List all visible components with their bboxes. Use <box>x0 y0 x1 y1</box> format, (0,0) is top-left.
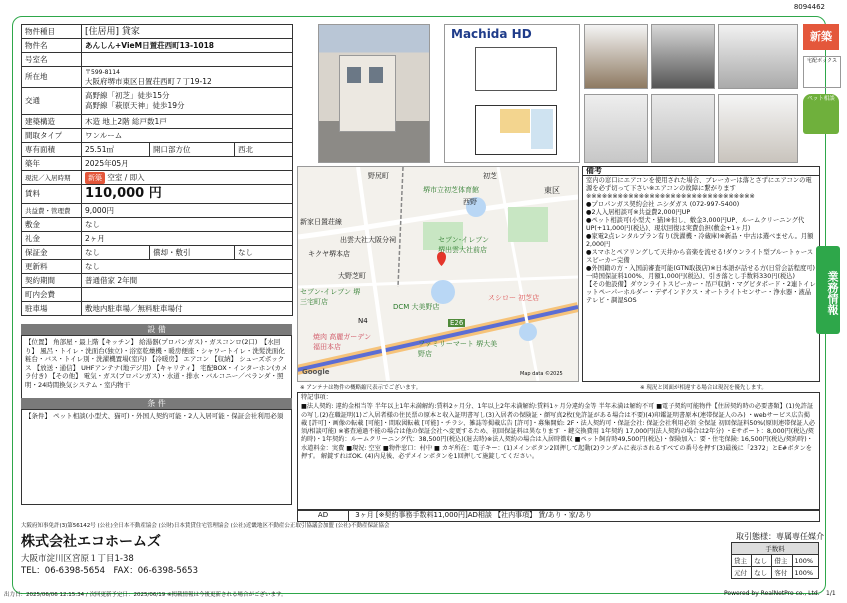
map-label: 新家日置荘線 <box>300 218 342 226</box>
ad-label: AD <box>298 510 349 521</box>
map-label: 初芝 <box>483 172 497 180</box>
map-footnote: ※ アンテナは物件の概略縮尺表示でございます。 <box>300 385 422 391</box>
label-room: 号室名 <box>22 53 82 67</box>
room-photo-1 <box>584 24 648 89</box>
table-row <box>732 555 819 567</box>
value-rent: 110,000 円 <box>82 185 293 204</box>
notes-footnote: ※ 現況と図面が相違する場合は現況を優先します。 <box>640 385 767 391</box>
fee-cell: 100% <box>792 567 818 579</box>
pet-badge <box>803 94 839 134</box>
label-guarantee: 保証金 <box>22 246 82 260</box>
map-label: Google <box>302 368 330 376</box>
map-label: 大野芝町 <box>338 272 366 280</box>
map-label: Map data ©2025 <box>520 371 563 377</box>
map-label: ファミリーマート 堺大美野店 <box>418 340 498 358</box>
label-parking: 駐車場 <box>22 302 82 316</box>
value-mgmt-fee: 9,000円 <box>82 204 293 218</box>
note-line: ●スマホとペアリングして天井から音楽を流せる!ダウンライト型ブルートゥーススピーカー完備 <box>586 249 813 264</box>
value-orientation: 西北 <box>235 143 293 157</box>
value-parking: 敷地内駐車場／無料駐車場付 <box>82 302 293 316</box>
label-mgmt-fee: 共益費・管理費 <box>22 204 82 218</box>
label-rent: 賃料 <box>22 185 82 204</box>
value-status: 空室 / 即入 <box>107 172 145 182</box>
label-layout: 間取タイプ <box>22 129 82 143</box>
note-line: ●家電2点レンタルプラン有り(洗濯機・冷蔵庫)※新品・中古は選べません。月額 2,000円 <box>586 233 814 248</box>
value-amortization: なし <box>235 246 293 260</box>
label-transport: 交通 <box>22 88 82 115</box>
fee-cell: なし <box>752 567 772 579</box>
floor-plan <box>444 24 580 163</box>
value-guarantee: なし <box>82 246 150 260</box>
map-label: 焼肉 高麗ガーデン 福田本店 <box>313 333 372 351</box>
particulars-text: ■法人契約: 違約金相当等 半年以上1年未満解約:賃料2ヶ月分、1年以上2年未満解約:賃料1ヶ月分違約金等 半年未満は解約不可 ■電子契約可能物件【住居契約時の必要書類】(1)免許証の写し(2)在職証明(1)ご入居者様の住民票の原本と収入証明書写し(3)入居者の保険証・顔写真2枚(免許証がある場合は不要)(4)印鑑証明書原本(連帯保証人のみ) ・webサービス広告掲載 [許可]・画像の転載 [可能]・間取図転載 [可能]・チラシ、雑誌等掲載広告 [許可]・募集開始: 2F・法人契約可・保証会社: 保証会社利用必須 全保証 初回保証料50%(原則連帯保証人必須/相談可能) ※審査通過不能の場合は他の保証会社へ変更するため、初回保証料は異なります ・鍵交換費用 1年契約 17,000円(法人契約の場合は2年分) ・Eサポート：8,000円(税込/契約時)・1年契約：ルームクリーニング代：38,500円(税込)(退去時)※法人契約の場合は入居時徴収 ■ペット飼育時49,500円(税込)・保険加入：要・住宅保険: 16,500円(税込/契約時)・水道料金：実費 ■現況: 空室 ■物件窓口：村中 ■ カギ所在：電子キー：(1)メインボタン2回押して起動(2)ランダムに表示されるすべての番号を押す(3)最後に「2372」とE#ボタンを押す。 解錠すればOK. (4)内見後、必ずメインボタンを1回押して施錠してください。 <box>301 403 816 461</box>
delivery-box-label: 宅配ボックス <box>807 58 837 64</box>
value-name: あんしん+VieM日置荘西町13-1018 <box>82 39 293 53</box>
label-built: 築年 <box>22 157 82 171</box>
note-line: ●プロパンガス契約会社 ニシダガス (072-997-5400) <box>586 201 740 208</box>
label-orientation: 開口部方位 <box>150 143 235 157</box>
fee-cell: なし <box>752 555 772 567</box>
company-address: 大阪市淀川区宮原１丁目1-38 <box>21 554 134 564</box>
value-transport-2: 高野線「萩原天神」徒歩19分 <box>85 101 185 110</box>
value-contract: 普通借家 2年間 <box>82 274 293 288</box>
conditions-text: 【条件】 ペット相談(小型犬、猫可)・外国人契約可能・2人入居可能・保証会社利用必須 <box>21 409 292 505</box>
logo: Machida HD <box>451 27 532 41</box>
label-area: 専有面積 <box>22 143 82 157</box>
particulars-title: 特記事項： <box>301 394 332 401</box>
new-build-badge: 新築 <box>803 24 839 50</box>
footer-output-date: 出力日：2025/06/06 12:15:34 / 次回更新予定日：2025/06/19 ※掲載情報は今後更新される場合がございます。 <box>4 592 287 598</box>
license-text: 大阪府知事免許(3)第56142号 (公社)全日本不動産協会 (公財)日本賃貸住宅管理協会 (公社)近畿地区不動産公正取引協議会加盟 (公社)不動産保証協会 <box>21 523 390 529</box>
bath-photo <box>584 94 648 163</box>
notes-box <box>582 166 820 382</box>
label-renewal: 更新料 <box>22 260 82 274</box>
fee-cell: 貸主 <box>732 555 752 567</box>
label-name: 物件名 <box>22 39 82 53</box>
toilet-photo <box>651 94 715 163</box>
room-photo-2 <box>651 24 715 89</box>
label-key-money: 礼金 <box>22 232 82 246</box>
value-layout: ワンルーム <box>82 129 293 143</box>
kitchen-photo <box>718 24 798 89</box>
label-status: 現況／入居時期 <box>22 171 82 185</box>
equipment-heading: 設 備 <box>21 324 292 335</box>
fee-cell: 借主 <box>772 555 792 567</box>
notes-title: 備考 <box>583 167 819 176</box>
property-info-table <box>21 24 293 316</box>
label-type: 物件種目 <box>22 25 82 39</box>
map-label: 堺市立初芝体育館 <box>423 186 479 194</box>
fee-table <box>731 542 819 579</box>
value-structure: 木造 地上2階 総戸数1戸 <box>82 115 293 129</box>
value-type: [住居用] 貸家 <box>82 25 293 39</box>
note-line: ●ペット相談可(小型犬・猫)※但し、敷金3,000円UP、ルームクリーニング代UP(+11,000円(税込)、現状回復は実費負担(敷金+1ヶ月) <box>586 217 805 232</box>
note-line: ●2人入居相談可※共益費2,000円UP <box>586 209 691 216</box>
map-label: 東区 <box>544 186 560 195</box>
doc-id: 8094462 <box>793 3 825 11</box>
note-line: ※※※※※※※※※※※※※※※※※※※※※※※※※※※※※※※※ <box>586 193 755 200</box>
company-name: 株式会社エコホームズ <box>21 534 161 550</box>
value-zip: 〒599-8114 <box>85 69 120 76</box>
map-label: キクヤ堺本店 <box>308 250 350 258</box>
pet-badge-label: ペット相談 <box>807 96 835 102</box>
map-label: DCM 大美野店 <box>393 303 440 311</box>
map-label: E26 <box>450 319 464 327</box>
fee-cell: 客付 <box>772 567 792 579</box>
map-label: 出雲大社大阪分祠 <box>340 236 396 244</box>
map-label: スシロー 初芝店 <box>488 294 540 302</box>
map-label: 西野 <box>463 198 477 206</box>
building-exterior-photo <box>318 24 430 163</box>
delivery-box-badge <box>803 56 841 88</box>
note-line: ●外国籍の方・入国前審査可能(GTN取扱店)※日本語が話せる方(日常会話程度可)一時国保証料100%、月額1,000円(税込)、引き落とし手数料330円(税込) <box>586 265 816 280</box>
label-deposit: 敷金 <box>22 218 82 232</box>
fee-title: 手数料 <box>732 543 819 555</box>
footer-powered: Powered by RealNetPro co., Ltd. <box>724 590 820 597</box>
ad-value: 3ヶ月 [※契約事務手数料11,000円]AD相談 【社内事項】 賃/あり・家/あり <box>355 511 593 519</box>
company-block <box>21 521 481 581</box>
table-row <box>732 567 819 579</box>
label-structure: 建築構造 <box>22 115 82 129</box>
map-label: セブン-イレブン 堺三宅町店 <box>300 288 361 306</box>
label-community-fee: 町内会費 <box>22 288 82 302</box>
map-label: N4 <box>358 317 368 325</box>
map-label: 野尻町 <box>368 172 389 180</box>
note-line: 室内の窓口にエアコンを使用された場合、ブレーカーは落とさずにエアコンの電源を必ず切って下さい※エアコンの故障に繋がります <box>586 177 812 192</box>
value-room <box>82 53 293 67</box>
particulars-box <box>297 392 820 511</box>
value-community-fee <box>82 288 293 302</box>
area-map <box>297 166 579 382</box>
label-address: 所在地 <box>22 67 82 88</box>
fee-cell: 100% <box>792 555 818 567</box>
new-badge: 新築 <box>85 172 105 184</box>
value-key-money: 2ヶ月 <box>82 232 293 246</box>
value-area: 25.51㎡ <box>82 143 150 157</box>
value-transport-1: 高野線「初芝」徒歩15分 <box>85 91 170 100</box>
label-contract: 契約期間 <box>22 274 82 288</box>
transaction-type: 取引態様：専属専任媒介 <box>736 532 824 541</box>
fee-cell: 元付 <box>732 567 752 579</box>
conditions-heading: 条 件 <box>21 398 292 409</box>
value-deposit: なし <box>82 218 293 232</box>
value-address: 大阪府堺市東区日置荘西町７丁19-12 <box>85 77 212 86</box>
footer-page: 1/1 <box>826 590 836 597</box>
business-info-tab[interactable]: 業務情報 <box>816 246 840 334</box>
washroom-photo <box>718 94 798 163</box>
company-phone: TEL：06-6398-5654 FAX：06-6398-5653 <box>21 566 198 576</box>
note-line: 【その他設備】ダウンライトスピーカー・吊戸収納・マグピタボード・2連トイレットペーパーホルダー・デザインドクス・オートライトセンサー・浄水器・液晶テレビ・調湿SOS <box>586 281 816 304</box>
value-built: 2025年05月 <box>82 157 293 171</box>
label-amortization: 償却・敷引 <box>150 246 235 260</box>
value-renewal: なし <box>82 260 293 274</box>
map-label: セブン-イレブン 堺出雲大社前店 <box>438 236 489 254</box>
equipment-text: 【位置】 角部屋・最上階【キッチン】 給湯器(プロパンガス)・ガスコンロ(2口) 【水回り】 風呂・トイレ・洗面台(独立)・浴室乾燥機・暖房便座・シャワートイレ・洗髪洗面化粧台・バス・トイレ別・洗濯機置場(室内) 【冷暖房】 エアコン 【収納】 シューズボックス 【放送・通信】 UHFアンテナ(地デジ用) 【キャリティ】 宅配BOX・インターホン(カメラ付き) 【その他】 電気・ガス(プロパンガス)・水道・排水・バルコニー／ベランダ・照明・24時間換気システム・室内物干 <box>21 335 292 399</box>
